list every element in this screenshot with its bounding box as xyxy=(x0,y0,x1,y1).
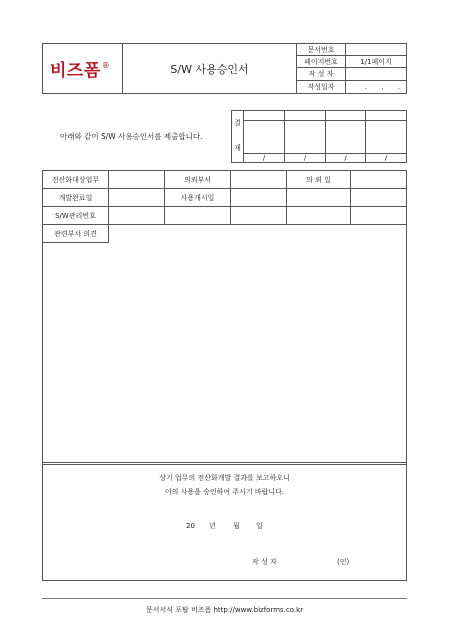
intro-text: 아래와 같이 S/W 사용승인서를 제출합니다. xyxy=(60,132,203,141)
label-usage-start-date: 사용개시일 xyxy=(180,193,215,202)
label-dept-opinion: 관련부서 의견 xyxy=(54,229,97,238)
meta-value-date[interactable]: . . . xyxy=(364,83,406,91)
request-dept-field[interactable] xyxy=(231,171,286,188)
request-date-field[interactable] xyxy=(351,171,406,188)
dept-opinion-field[interactable] xyxy=(109,225,406,461)
closing-line-2: 이의 사용을 승인하여 주시기 바랍니다. xyxy=(164,488,285,496)
label-dev-complete-date: 개발완료일 xyxy=(58,193,93,202)
approval-label-bottom: 재 xyxy=(234,144,241,152)
meta-value-author[interactable] xyxy=(346,68,406,80)
closing-author-label: 작 성 자 xyxy=(252,558,277,566)
label-target-task: 전산화대상업무 xyxy=(51,175,100,184)
meta-label-date: 작성일자 xyxy=(307,83,335,91)
approval-sign-cell[interactable] xyxy=(366,121,406,153)
date-year-unit: 년 xyxy=(209,522,216,530)
approval-sign-cell[interactable] xyxy=(244,121,284,153)
label-request-dept: 의뢰부서 xyxy=(183,175,212,184)
registered-mark: ® xyxy=(101,60,110,70)
closing-author-field[interactable] xyxy=(285,555,333,568)
label-sw-management-number: S/W관리번호 xyxy=(55,211,96,220)
dev-complete-date-field[interactable] xyxy=(109,189,164,206)
approval-sign-cell[interactable] xyxy=(326,121,365,153)
document-title: S/W 사용승인서 xyxy=(170,62,249,76)
meta-label-doc-number: 문서번호 xyxy=(307,45,335,54)
footer-text: 문서서식 포탈 비즈폼 http://www.bizforms.co.kr xyxy=(145,606,304,614)
sw-management-number-field[interactable] xyxy=(109,207,164,224)
meta-value-page-number[interactable]: 1/1페이지 xyxy=(360,57,392,66)
date-day-unit: 일 xyxy=(256,522,263,530)
label-request-date: 의 뢰 일 xyxy=(306,175,331,184)
meta-label-author: 작 성 자 xyxy=(308,70,334,78)
approval-date-mark: / xyxy=(262,154,266,162)
logo-text: 비즈폼 xyxy=(50,60,101,81)
approval-date-mark: / xyxy=(384,154,388,162)
approval-date-mark: / xyxy=(344,154,347,162)
date-year: 20 xyxy=(186,522,195,530)
target-task-field[interactable] xyxy=(109,171,164,188)
meta-value-doc-number[interactable] xyxy=(346,44,406,55)
approval-date-mark: / xyxy=(303,154,307,162)
brand-logo xyxy=(50,56,120,80)
usage-start-date-field[interactable] xyxy=(231,189,286,206)
meta-label-page-number: 페이지번호 xyxy=(304,57,338,66)
seal-mark: (인) xyxy=(337,558,350,566)
approval-label-top: 결 xyxy=(234,119,241,127)
date-month-unit: 월 xyxy=(233,522,240,530)
closing-line-1: 상기 업무의 전산화개발 결과를 보고하오니 xyxy=(159,474,290,482)
approval-sign-cell[interactable] xyxy=(285,121,325,153)
